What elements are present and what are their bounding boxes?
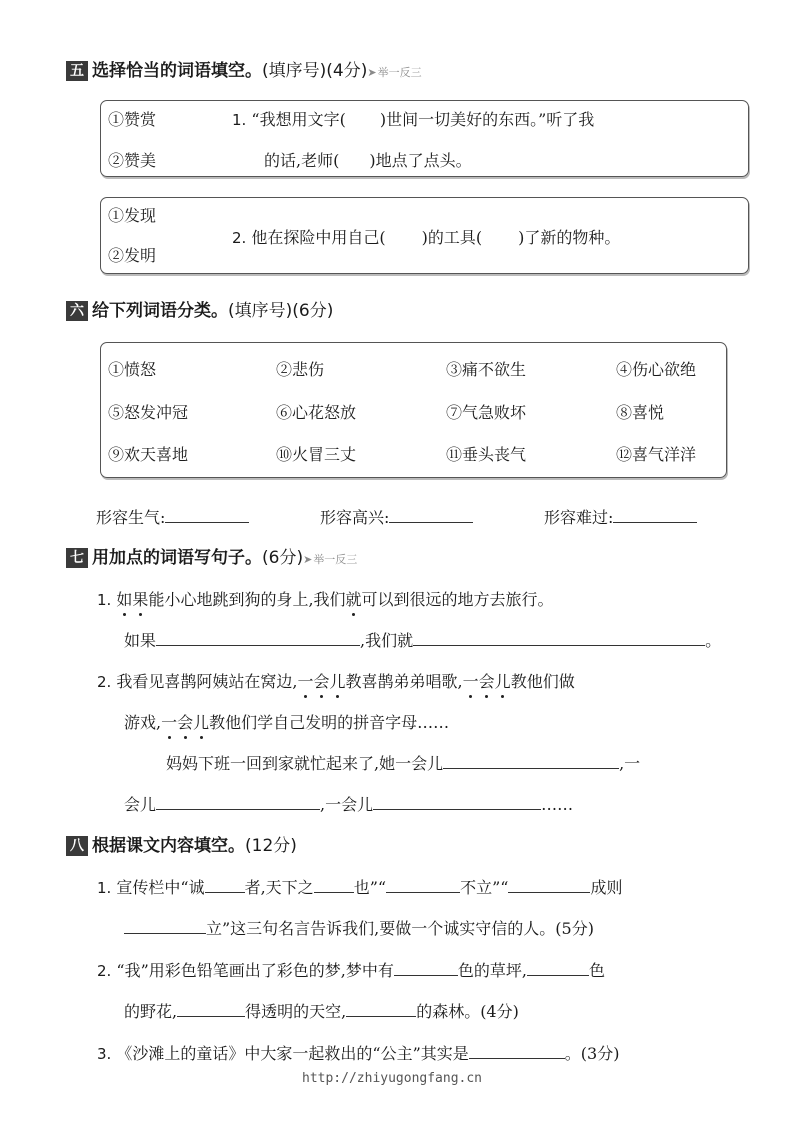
text: ,一会儿	[320, 795, 374, 814]
text: 会儿	[124, 795, 157, 814]
text: 也”“	[353, 878, 387, 897]
text: 可以到很远的地方去旅行。	[361, 590, 554, 609]
text: 教他们学自己发明的拼音字母……	[209, 713, 450, 732]
section-5-heading	[66, 56, 422, 81]
question-number: 1.	[97, 591, 112, 609]
category-label: 形容高兴:	[320, 508, 390, 527]
section-badge: 五	[66, 61, 88, 81]
section-title: 选择恰当的词语填空。	[92, 61, 262, 81]
question-line	[124, 710, 449, 733]
text: 成则	[590, 878, 623, 897]
word-item: ⑥心花怒放	[276, 403, 357, 422]
category-label: 形容生气:	[96, 508, 166, 527]
answer-blank[interactable]	[386, 878, 460, 893]
tag-label: ➤ 举一反三	[367, 66, 421, 79]
text: 色的草坪,	[457, 961, 527, 980]
answer-blank[interactable]	[508, 878, 590, 893]
question-number: 1.	[97, 879, 112, 897]
section-points: (填序号)(6分)	[228, 301, 334, 321]
text: )的工具(	[421, 228, 483, 247]
text: 教他们做	[510, 672, 575, 691]
question-line	[97, 958, 605, 981]
text: ,一	[619, 754, 641, 773]
text: 的野花,	[124, 1002, 178, 1021]
section-title: 根据课文内容填空。	[92, 836, 245, 856]
text: 他在探险中用自己(	[251, 228, 386, 247]
text: ,我们就	[360, 631, 414, 650]
section-title: 用加点的词语写句子。	[92, 548, 262, 568]
answer-blank[interactable]	[469, 1044, 565, 1059]
text: 能小心地跳到狗的身上,我们	[148, 590, 346, 609]
word-item: ⑪垂头丧气	[446, 445, 527, 464]
option: ①赞赏	[108, 110, 157, 129]
section-badge: 八	[66, 836, 88, 856]
text: 《沙滩上的童话》中大家一起救出的“公主”其实是	[116, 1044, 469, 1063]
question-line	[264, 148, 472, 171]
dotted-word: 如果	[116, 590, 149, 609]
text: 的话,老师(	[264, 151, 340, 170]
question-line	[232, 225, 620, 248]
text: 我看见喜鹊阿姨站在窝边,	[116, 672, 298, 691]
text: 宣传栏中“诚	[116, 878, 205, 897]
question-line	[97, 875, 622, 898]
footer-url: http://zhiyugongfang.cn	[302, 1071, 483, 1086]
answer-blank[interactable]	[314, 878, 354, 893]
option: ②赞美	[108, 151, 157, 170]
answer-blank[interactable]	[394, 961, 458, 976]
word-item: ⑩火冒三丈	[276, 445, 357, 464]
word-item: ⑫喜气洋洋	[616, 445, 697, 464]
text: )地点了点头。	[369, 151, 472, 170]
text: “我”用彩色铅笔画出了彩色的梦,梦中有	[116, 961, 394, 980]
section-badge: 六	[66, 301, 88, 321]
text: 色	[588, 961, 605, 980]
question-number: 2.	[97, 962, 112, 980]
tag-label: ➤ 举一反三	[303, 553, 357, 566]
category-answer	[544, 505, 697, 528]
answer-blank[interactable]	[346, 1002, 416, 1017]
answer-blank[interactable]	[613, 508, 697, 523]
text: 游戏,	[124, 713, 162, 732]
word-item: ①愤怒	[108, 360, 157, 379]
text: 。(3分)	[564, 1044, 620, 1063]
question-number: 3.	[97, 1045, 112, 1063]
answer-blank[interactable]	[177, 1002, 245, 1017]
text: 得透明的天空,	[245, 1002, 347, 1021]
text: 不立”“	[460, 878, 509, 897]
text: 的森林。(4分)	[416, 1002, 519, 1021]
question-number: 1.	[232, 111, 247, 129]
section-8-heading	[66, 831, 297, 856]
answer-line	[124, 792, 573, 815]
text: 。	[705, 631, 722, 650]
text: “我想用文字(	[251, 110, 346, 129]
answer-blank[interactable]	[156, 631, 360, 646]
category-label: 形容难过:	[544, 508, 614, 527]
dotted-word: 就	[345, 590, 362, 609]
answer-blank[interactable]	[373, 795, 541, 810]
question-line	[232, 107, 594, 130]
word-item: ⑦气急败坏	[446, 403, 527, 422]
answer-blank[interactable]	[165, 508, 249, 523]
word-item: ⑧喜悦	[616, 403, 665, 422]
question-line	[124, 999, 519, 1022]
answer-blank[interactable]	[124, 919, 206, 934]
answer-blank[interactable]	[413, 631, 705, 646]
text: 如果	[124, 631, 157, 650]
answer-blank[interactable]	[443, 754, 619, 769]
text: )世间一切美好的东西。”听了我	[379, 110, 595, 129]
answer-blank[interactable]	[156, 795, 320, 810]
answer-blank[interactable]	[527, 961, 589, 976]
answer-blank[interactable]	[389, 508, 473, 523]
text: 者,天下之	[244, 878, 314, 897]
dotted-word: 一会儿	[297, 672, 346, 691]
answer-line	[166, 751, 640, 774]
word-item: ⑨欢天喜地	[108, 445, 189, 464]
answer-line	[124, 628, 721, 651]
dotted-word: 一会儿	[462, 672, 511, 691]
section-badge: 七	[66, 548, 88, 568]
question-line	[124, 916, 594, 939]
section-points: (12分)	[245, 836, 297, 856]
question-number: 2.	[232, 229, 247, 247]
section-points: (6分)	[262, 548, 304, 568]
category-answer	[96, 505, 249, 528]
word-item: ②悲伤	[276, 360, 325, 379]
section-title: 给下列词语分类。	[92, 301, 228, 321]
word-item: ③痛不欲生	[446, 360, 527, 379]
category-answer	[320, 505, 473, 528]
word-item: ④伤心欲绝	[616, 360, 697, 379]
text: )了新的物种。	[518, 228, 621, 247]
section-points: (填序号)(4分)	[262, 61, 368, 81]
dotted-word: 一会儿	[161, 713, 210, 732]
text: 妈妈下班一回到家就忙起来了,她一会儿	[166, 754, 444, 773]
section-7-heading	[66, 543, 357, 568]
question-line	[97, 587, 554, 610]
option: ②发明	[108, 246, 157, 265]
word-item: ⑤怒发冲冠	[108, 403, 189, 422]
answer-blank[interactable]	[205, 878, 245, 893]
text: 立”这三句名言告诉我们,要做一个诚实守信的人。(5分)	[206, 919, 594, 938]
section-6-heading	[66, 296, 333, 321]
question-line	[97, 1041, 619, 1064]
option: ①发现	[108, 206, 157, 225]
text: 教喜鹊弟弟唱歌,	[345, 672, 463, 691]
question-line	[97, 669, 575, 692]
question-number: 2.	[97, 673, 112, 691]
text: ……	[541, 795, 574, 814]
